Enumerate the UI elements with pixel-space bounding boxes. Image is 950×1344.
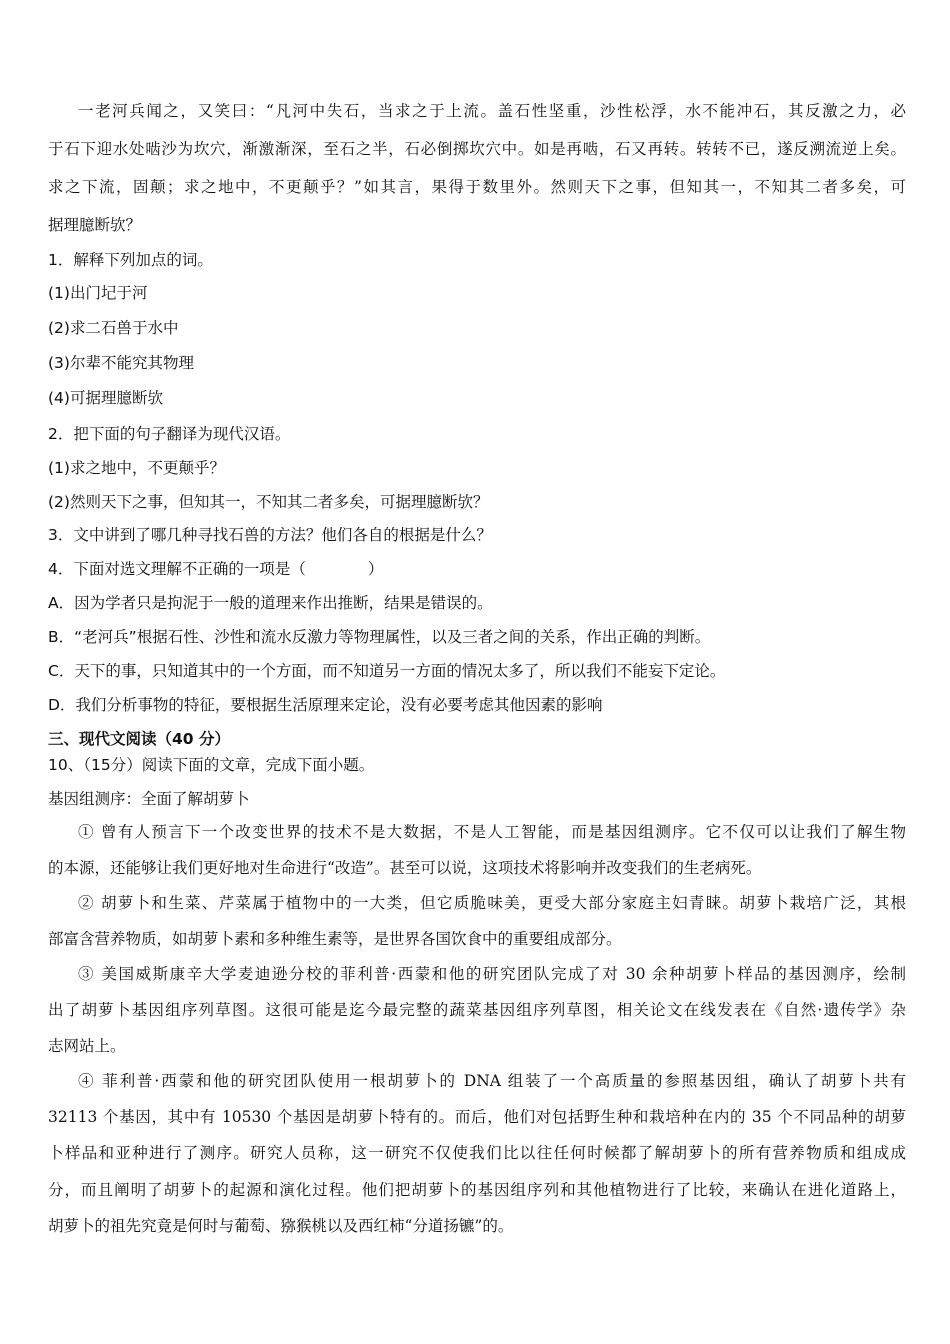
section-heading: 三、现代文阅读（40 分） (48, 730, 230, 748)
question-2-stem: 2．把下面的句子翻译为现代汉语。 (48, 425, 291, 443)
question-2-item: (2)然则天下之事，但知其一，不知其二者多矣，可据理臆断欤？ (48, 493, 489, 511)
article-line: ④ 菲利普·西蒙和他的研究团队使用一根胡萝卜的 DNA 组装了一个高质量的参照基因组，确认了胡萝卜共有 (78, 1072, 906, 1090)
article-line: 分，而且阐明了胡萝卜的起源和演化过程。他们把胡萝卜的基因组序列和其他植物进行了比较，来确认在进化道路上， (48, 1181, 906, 1199)
article-line: ① 曾有人预言下一个改变世界的技术不是大数据，不是人工智能，而是基因组测序。它不仅可以让我们了解生物 (78, 823, 906, 841)
question-10-stem: 10、（15分）阅读下面的文章，完成下面小题。 (48, 756, 375, 774)
question-1-item: (1)出门圮于河 (48, 284, 148, 302)
question-3-stem: 3．文中讲到了哪几种寻找石兽的方法？他们各自的根据是什么？ (48, 526, 492, 544)
article-line: 出了胡萝卜基因组序列草图。这很可能是迄今最完整的蔬菜基因组序列草图，相关论文在线发表在《自然·遗传学》杂 (48, 1001, 906, 1019)
question-1-item: (3)尔辈不能究其物理 (48, 354, 194, 372)
question-1-item: (4)可据理臆断欤 (48, 389, 163, 407)
article-line: 部富含营养物质，如胡萝卜素和多种维生素等，是世界各国饮食中的重要组成部分。 (48, 930, 622, 948)
passage-line: 据理臆断欤？ (48, 216, 142, 234)
article-line: ② 胡萝卜和生菜、芹菜属于植物中的一大类，但它质脆味美，更受大部分家庭主妇青睐。胡萝卜栽培广泛，其根 (78, 894, 906, 912)
passage-line: 求之下流，固颠；求之地中，不更颠乎？”如其言，果得于数里外。然则天下之事，但知其一，不知其二者多矣，可 (48, 178, 906, 196)
question-4-option-c: C．天下的事，只知道其中的一个方面，而不知道另一方面的情况太多了，所以我们不能妄下定论。 (48, 662, 726, 680)
question-4-stem: 4．下面对选文理解不正确的一项是（ ） (48, 560, 384, 578)
article-title: 基因组测序：全面了解胡萝卜 (48, 790, 250, 808)
article-line: 的本源，还能够让我们更好地对生命进行“改造”。甚至可以说，这项技术将影响并改变我们的生老病死。 (48, 859, 762, 877)
passage-line: 一老河兵闻之，又笑曰：“凡河中失石，当求之于上流。盖石性坚重，沙性松浮，水不能冲石，其反激之力，必 (78, 102, 906, 120)
question-4-option-d: D．我们分析事物的特征，要根据生活原理来定论，没有必要考虑其他因素的影响 (48, 696, 603, 714)
article-line: 胡萝卜的祖先究竟是何时与葡萄、猕猴桃以及西红柿“分道扬镳”的。 (48, 1217, 514, 1235)
article-line: 志网站上。 (48, 1037, 126, 1055)
question-4-option-b: B．“老河兵”根据石性、沙性和流水反激力等物理属性，以及三者之间的关系，作出正确的判断。 (48, 628, 711, 646)
passage-line: 于石下迎水处啮沙为坎穴，渐激渐深，至石之半，石必倒掷坎穴中。如是再啮，石又再转。转转不已，遂反溯流逆上矣。 (48, 140, 906, 158)
question-1-item: (2)求二石兽于水中 (48, 319, 179, 337)
article-line: ③ 美国威斯康辛大学麦迪逊分校的菲利普·西蒙和他的研究团队完成了对 30 余种胡萝卜样品的基因测序，绘制 (78, 965, 906, 983)
question-4-option-a: A．因为学者只是拘泥于一般的道理来作出推断，结果是错误的。 (48, 594, 493, 612)
article-line: 卜样品和亚种进行了测序。研究人员称，这一研究不仅使我们比以往任何时候都了解胡萝卜的所有营养物质和组成成 (48, 1144, 906, 1162)
article-line: 32113 个基因，其中有 10530 个基因是胡萝卜特有的。而后，他们对包括野生种和栽培种在内的 35 个不同品种的胡萝 (48, 1108, 906, 1126)
question-2-item: (1)求之地中，不更颠乎？ (48, 459, 225, 477)
question-1-stem: 1．解释下列加点的词。 (48, 251, 213, 269)
